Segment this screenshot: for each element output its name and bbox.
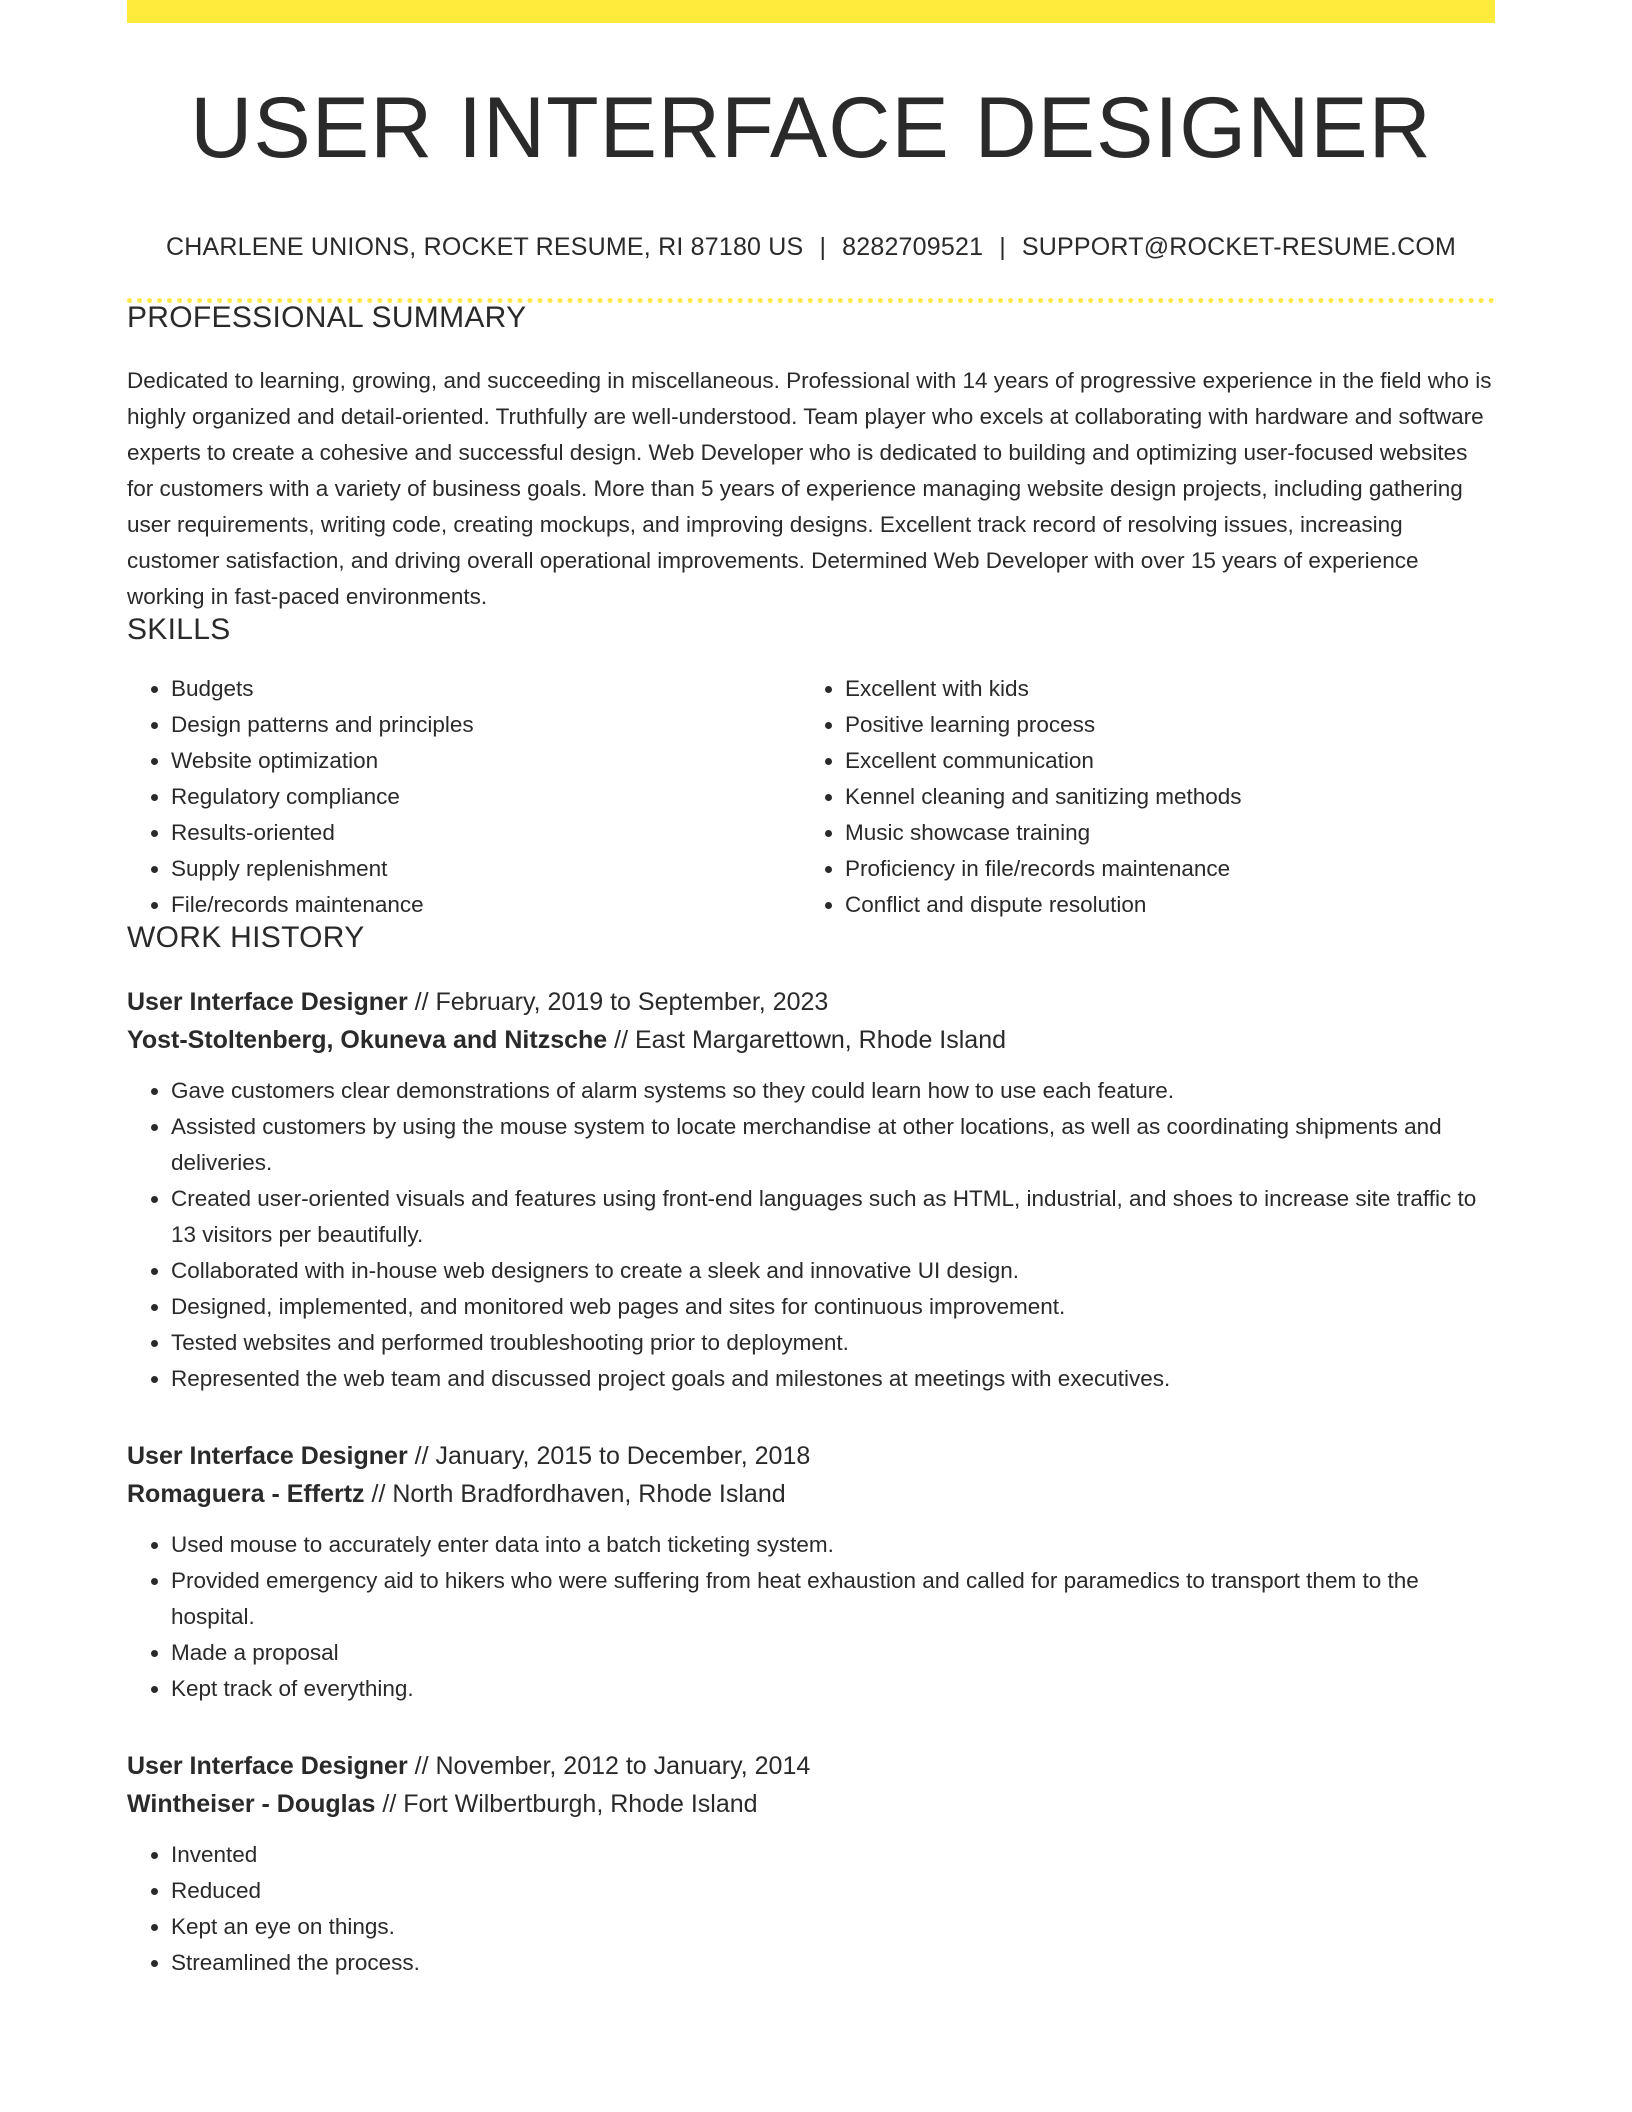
job-bullet: • Used mouse to accurately enter data into a batch ticketing system. <box>171 1527 1495 1563</box>
job-company: Romaguera - Effertz <box>127 1480 365 1508</box>
job-bullet: • Reduced <box>171 1873 1495 1909</box>
skill-item: • Budgets <box>171 671 801 707</box>
skill-item: • Website optimization <box>171 743 801 779</box>
job-bullets <box>127 1527 1495 1707</box>
skill-item: • Excellent communication <box>845 743 1475 779</box>
job-role-line <box>127 1437 1495 1475</box>
skills-list-left <box>127 671 801 923</box>
skill-item: • Positive learning process <box>845 707 1475 743</box>
job-role: User Interface Designer <box>127 1752 408 1780</box>
job-role-line <box>127 983 1495 1021</box>
skill-item: • File/records maintenance <box>171 887 801 923</box>
job-company-line <box>127 1785 1495 1823</box>
summary-text: Dedicated to learning, growing, and succeeding in miscellaneous. Professional with 14 years of progressive experience in the field who is highly organized and detail-oriented. Truthfully are well-understood. Team player who excels at collaborating with hardware and software experts to create a cohesive and successful design. Web Developer who is dedicated to building and optimizing user-focused websites for customers with a variety of business goals. More than 5 years of experience managing website design projects, including gathering user requirements, writing code, creating mockups, and improving designs. Excellent track record of resolving issues, increasing customer satisfaction, and driving overall operational improvements. Determined Web Developer with over 15 years of experience working in fast-paced environments. <box>127 368 1492 609</box>
work-history-heading: WORK HISTORY <box>127 921 365 954</box>
contact-separator: | <box>819 233 827 261</box>
skill-item: • Proficiency in file/records maintenance <box>845 851 1475 887</box>
job-bullet: • Tested websites and performed troubleshooting prior to deployment. <box>171 1325 1495 1361</box>
job-bullet: • Assisted customers by using the mouse system to locate merchandise at other locations, as well as coordinating shipments and deliveries. <box>171 1109 1495 1181</box>
job-entry <box>127 1747 1495 1981</box>
job-bullet: • Collaborated with in-house web designers to create a sleek and innovative UI design. <box>171 1253 1495 1289</box>
job-bullets <box>127 1837 1495 1981</box>
skill-item: • Conflict and dispute resolution <box>845 887 1475 923</box>
job-company: Wintheiser - Douglas <box>127 1790 376 1818</box>
job-entry <box>127 983 1495 1397</box>
job-entry <box>127 1437 1495 1707</box>
contact-address: CHARLENE UNIONS, ROCKET RESUME, RI 87180 US <box>165 233 804 261</box>
contact-email: SUPPORT@ROCKET-RESUME.COM <box>1021 233 1457 261</box>
job-role: User Interface Designer <box>127 988 408 1016</box>
job-bullet: • Kept track of everything. <box>171 1671 1495 1707</box>
job-dates: // January, 2015 to December, 2018 <box>407 1442 811 1470</box>
job-role: User Interface Designer <box>127 1442 408 1470</box>
page-title: USER INTERFACE DESIGNER <box>190 80 1432 176</box>
skills-list-right <box>801 671 1475 923</box>
job-dates: // November, 2012 to January, 2014 <box>407 1752 811 1780</box>
job-bullet: • Streamlined the process. <box>171 1945 1495 1981</box>
skill-item: • Music showcase training <box>845 815 1475 851</box>
job-location: // Fort Wilbertburgh, Rhode Island <box>375 1790 758 1818</box>
job-bullet: • Made a proposal <box>171 1635 1495 1671</box>
skills-heading: SKILLS <box>127 613 231 646</box>
summary-heading: PROFESSIONAL SUMMARY <box>127 301 527 334</box>
contact-line <box>127 233 1495 262</box>
job-bullet: • Invented <box>171 1837 1495 1873</box>
job-bullet: • Gave customers clear demonstrations of alarm systems so they could learn how to use each feature. <box>171 1073 1495 1109</box>
job-bullet: • Kept an eye on things. <box>171 1909 1495 1945</box>
job-company-line <box>127 1021 1495 1059</box>
job-company: Yost-Stoltenberg, Okuneva and Nitzsche <box>127 1026 608 1054</box>
skill-item: • Design patterns and principles <box>171 707 801 743</box>
job-bullet: • Provided emergency aid to hikers who were suffering from heat exhaustion and called for paramedics to transport them to the hospital. <box>171 1563 1495 1635</box>
job-location: // East Margarettown, Rhode Island <box>607 1026 1007 1054</box>
resume-page <box>127 0 1495 1981</box>
job-location: // North Bradfordhaven, Rhode Island <box>364 1480 786 1508</box>
job-company-line <box>127 1475 1495 1513</box>
contact-separator: | <box>999 233 1006 261</box>
job-dates: // February, 2019 to September, 2023 <box>407 988 829 1016</box>
skill-item: • Excellent with kids <box>845 671 1475 707</box>
job-bullet: • Represented the web team and discussed project goals and milestones at meetings with executives. <box>171 1361 1495 1397</box>
skill-item: • Kennel cleaning and sanitizing methods <box>845 779 1475 815</box>
job-bullet: • Created user-oriented visuals and features using front-end languages such as HTML, industrial, and shoes to increase site traffic to 13 visitors per beautifully. <box>171 1181 1495 1253</box>
accent-bar <box>127 0 1495 23</box>
job-bullet: • Designed, implemented, and monitored web pages and sites for continuous improvement. <box>171 1289 1495 1325</box>
job-role-line <box>127 1747 1495 1785</box>
skills-columns <box>127 671 1495 923</box>
contact-phone: 8282709521 <box>842 233 984 261</box>
skill-item: • Results-oriented <box>171 815 801 851</box>
skill-item: • Regulatory compliance <box>171 779 801 815</box>
skill-item: • Supply replenishment <box>171 851 801 887</box>
job-bullets <box>127 1073 1495 1397</box>
